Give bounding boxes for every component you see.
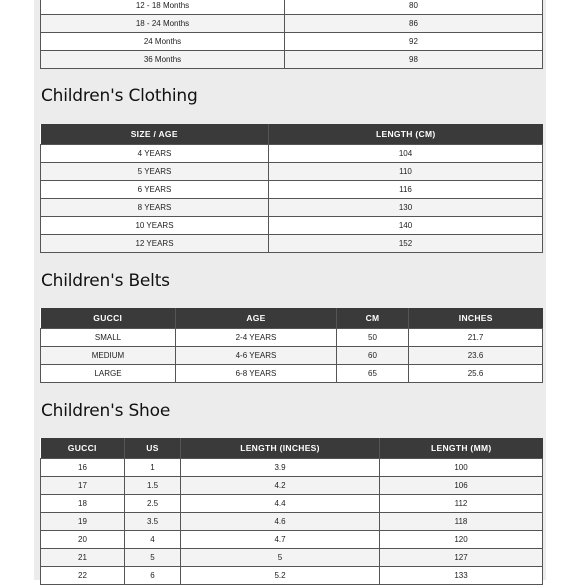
table-cell: 6 YEARS — [41, 181, 269, 199]
table-cell: 80 — [285, 0, 543, 15]
table-row — [41, 235, 543, 253]
table-cell: 5 YEARS — [41, 163, 269, 181]
table-cell: 21.7 — [409, 329, 543, 347]
table-cell: 152 — [269, 235, 543, 253]
table-cell: LARGE — [41, 365, 176, 383]
table-cell: 60 — [337, 347, 409, 365]
table-cell: 116 — [269, 181, 543, 199]
table-cell: 12 - 18 Months — [41, 0, 285, 15]
table-cell: 4.2 — [181, 477, 380, 495]
clothing-size-table — [40, 124, 543, 253]
clothing-title: Children's Clothing — [41, 86, 198, 106]
table-cell: 106 — [380, 477, 543, 495]
table-row — [41, 33, 543, 51]
table-row — [41, 459, 543, 477]
table-cell: 10 YEARS — [41, 217, 269, 235]
table-row — [41, 163, 543, 181]
table-row — [41, 51, 543, 69]
table-row — [41, 199, 543, 217]
table-cell: 5 — [125, 549, 181, 567]
table-cell: 5.2 — [181, 567, 380, 585]
table-cell: 92 — [285, 33, 543, 51]
table-cell: 20 — [41, 531, 125, 549]
table-cell: 22 — [41, 567, 125, 585]
table-cell: 65 — [337, 365, 409, 383]
table-cell: 4.4 — [181, 495, 380, 513]
shoe-column-header: GUCCI — [41, 438, 125, 459]
belts-column-header: AGE — [176, 308, 337, 329]
table-cell: 100 — [380, 459, 543, 477]
table-cell: 17 — [41, 477, 125, 495]
table-row — [41, 15, 543, 33]
table-cell: MEDIUM — [41, 347, 176, 365]
table-cell: 21 — [41, 549, 125, 567]
shoe-size-table — [40, 438, 543, 585]
table-cell: 16 — [41, 459, 125, 477]
table-row — [41, 329, 543, 347]
table-cell: 98 — [285, 51, 543, 69]
table-cell: 112 — [380, 495, 543, 513]
table-row — [41, 145, 543, 163]
table-cell: 127 — [380, 549, 543, 567]
table-row — [41, 217, 543, 235]
table-cell: 120 — [380, 531, 543, 549]
table-row — [41, 531, 543, 549]
table-cell: 24 Months — [41, 33, 285, 51]
table-row — [41, 365, 543, 383]
table-row — [41, 549, 543, 567]
table-cell: 86 — [285, 15, 543, 33]
shoe-column-header: LENGTH (MM) — [380, 438, 543, 459]
table-row — [41, 513, 543, 531]
belts-column-header: CM — [337, 308, 409, 329]
table-cell: 12 YEARS — [41, 235, 269, 253]
table-cell: SMALL — [41, 329, 176, 347]
table-cell: 8 YEARS — [41, 199, 269, 217]
table-cell: 130 — [269, 199, 543, 217]
table-row — [41, 0, 543, 15]
clothing-column-header: SIZE / AGE — [41, 124, 269, 145]
table-cell: 18 — [41, 495, 125, 513]
table-row — [41, 477, 543, 495]
belts-size-table — [40, 308, 543, 383]
table-cell: 6-8 YEARS — [176, 365, 337, 383]
table-cell: 4 YEARS — [41, 145, 269, 163]
table-cell: 3.5 — [125, 513, 181, 531]
table-cell: 50 — [337, 329, 409, 347]
table-cell: 1 — [125, 459, 181, 477]
table-row — [41, 347, 543, 365]
belts-title: Children's Belts — [41, 271, 170, 291]
table-row — [41, 495, 543, 513]
clothing-column-header: LENGTH (CM) — [269, 124, 543, 145]
table-row — [41, 567, 543, 585]
table-cell: 4.6 — [181, 513, 380, 531]
table-cell: 25.6 — [409, 365, 543, 383]
table-cell: 5 — [181, 549, 380, 567]
table-cell: 2-4 YEARS — [176, 329, 337, 347]
table-cell: 19 — [41, 513, 125, 531]
table-cell: 36 Months — [41, 51, 285, 69]
table-cell: 110 — [269, 163, 543, 181]
shoe-column-header: LENGTH (INCHES) — [181, 438, 380, 459]
belts-column-header: GUCCI — [41, 308, 176, 329]
table-cell: 23.6 — [409, 347, 543, 365]
table-cell: 1.5 — [125, 477, 181, 495]
table-cell: 2.5 — [125, 495, 181, 513]
table-cell: 133 — [380, 567, 543, 585]
table-cell: 4.7 — [181, 531, 380, 549]
table-cell: 6 — [125, 567, 181, 585]
table-cell: 4-6 YEARS — [176, 347, 337, 365]
table-row — [41, 181, 543, 199]
table-cell: 118 — [380, 513, 543, 531]
shoe-title: Children's Shoe — [41, 401, 171, 421]
infant-size-table — [40, 0, 543, 69]
belts-column-header: INCHES — [409, 308, 543, 329]
shoe-column-header: US — [125, 438, 181, 459]
table-cell: 3.9 — [181, 459, 380, 477]
table-cell: 140 — [269, 217, 543, 235]
table-cell: 4 — [125, 531, 181, 549]
table-cell: 18 - 24 Months — [41, 15, 285, 33]
table-cell: 104 — [269, 145, 543, 163]
